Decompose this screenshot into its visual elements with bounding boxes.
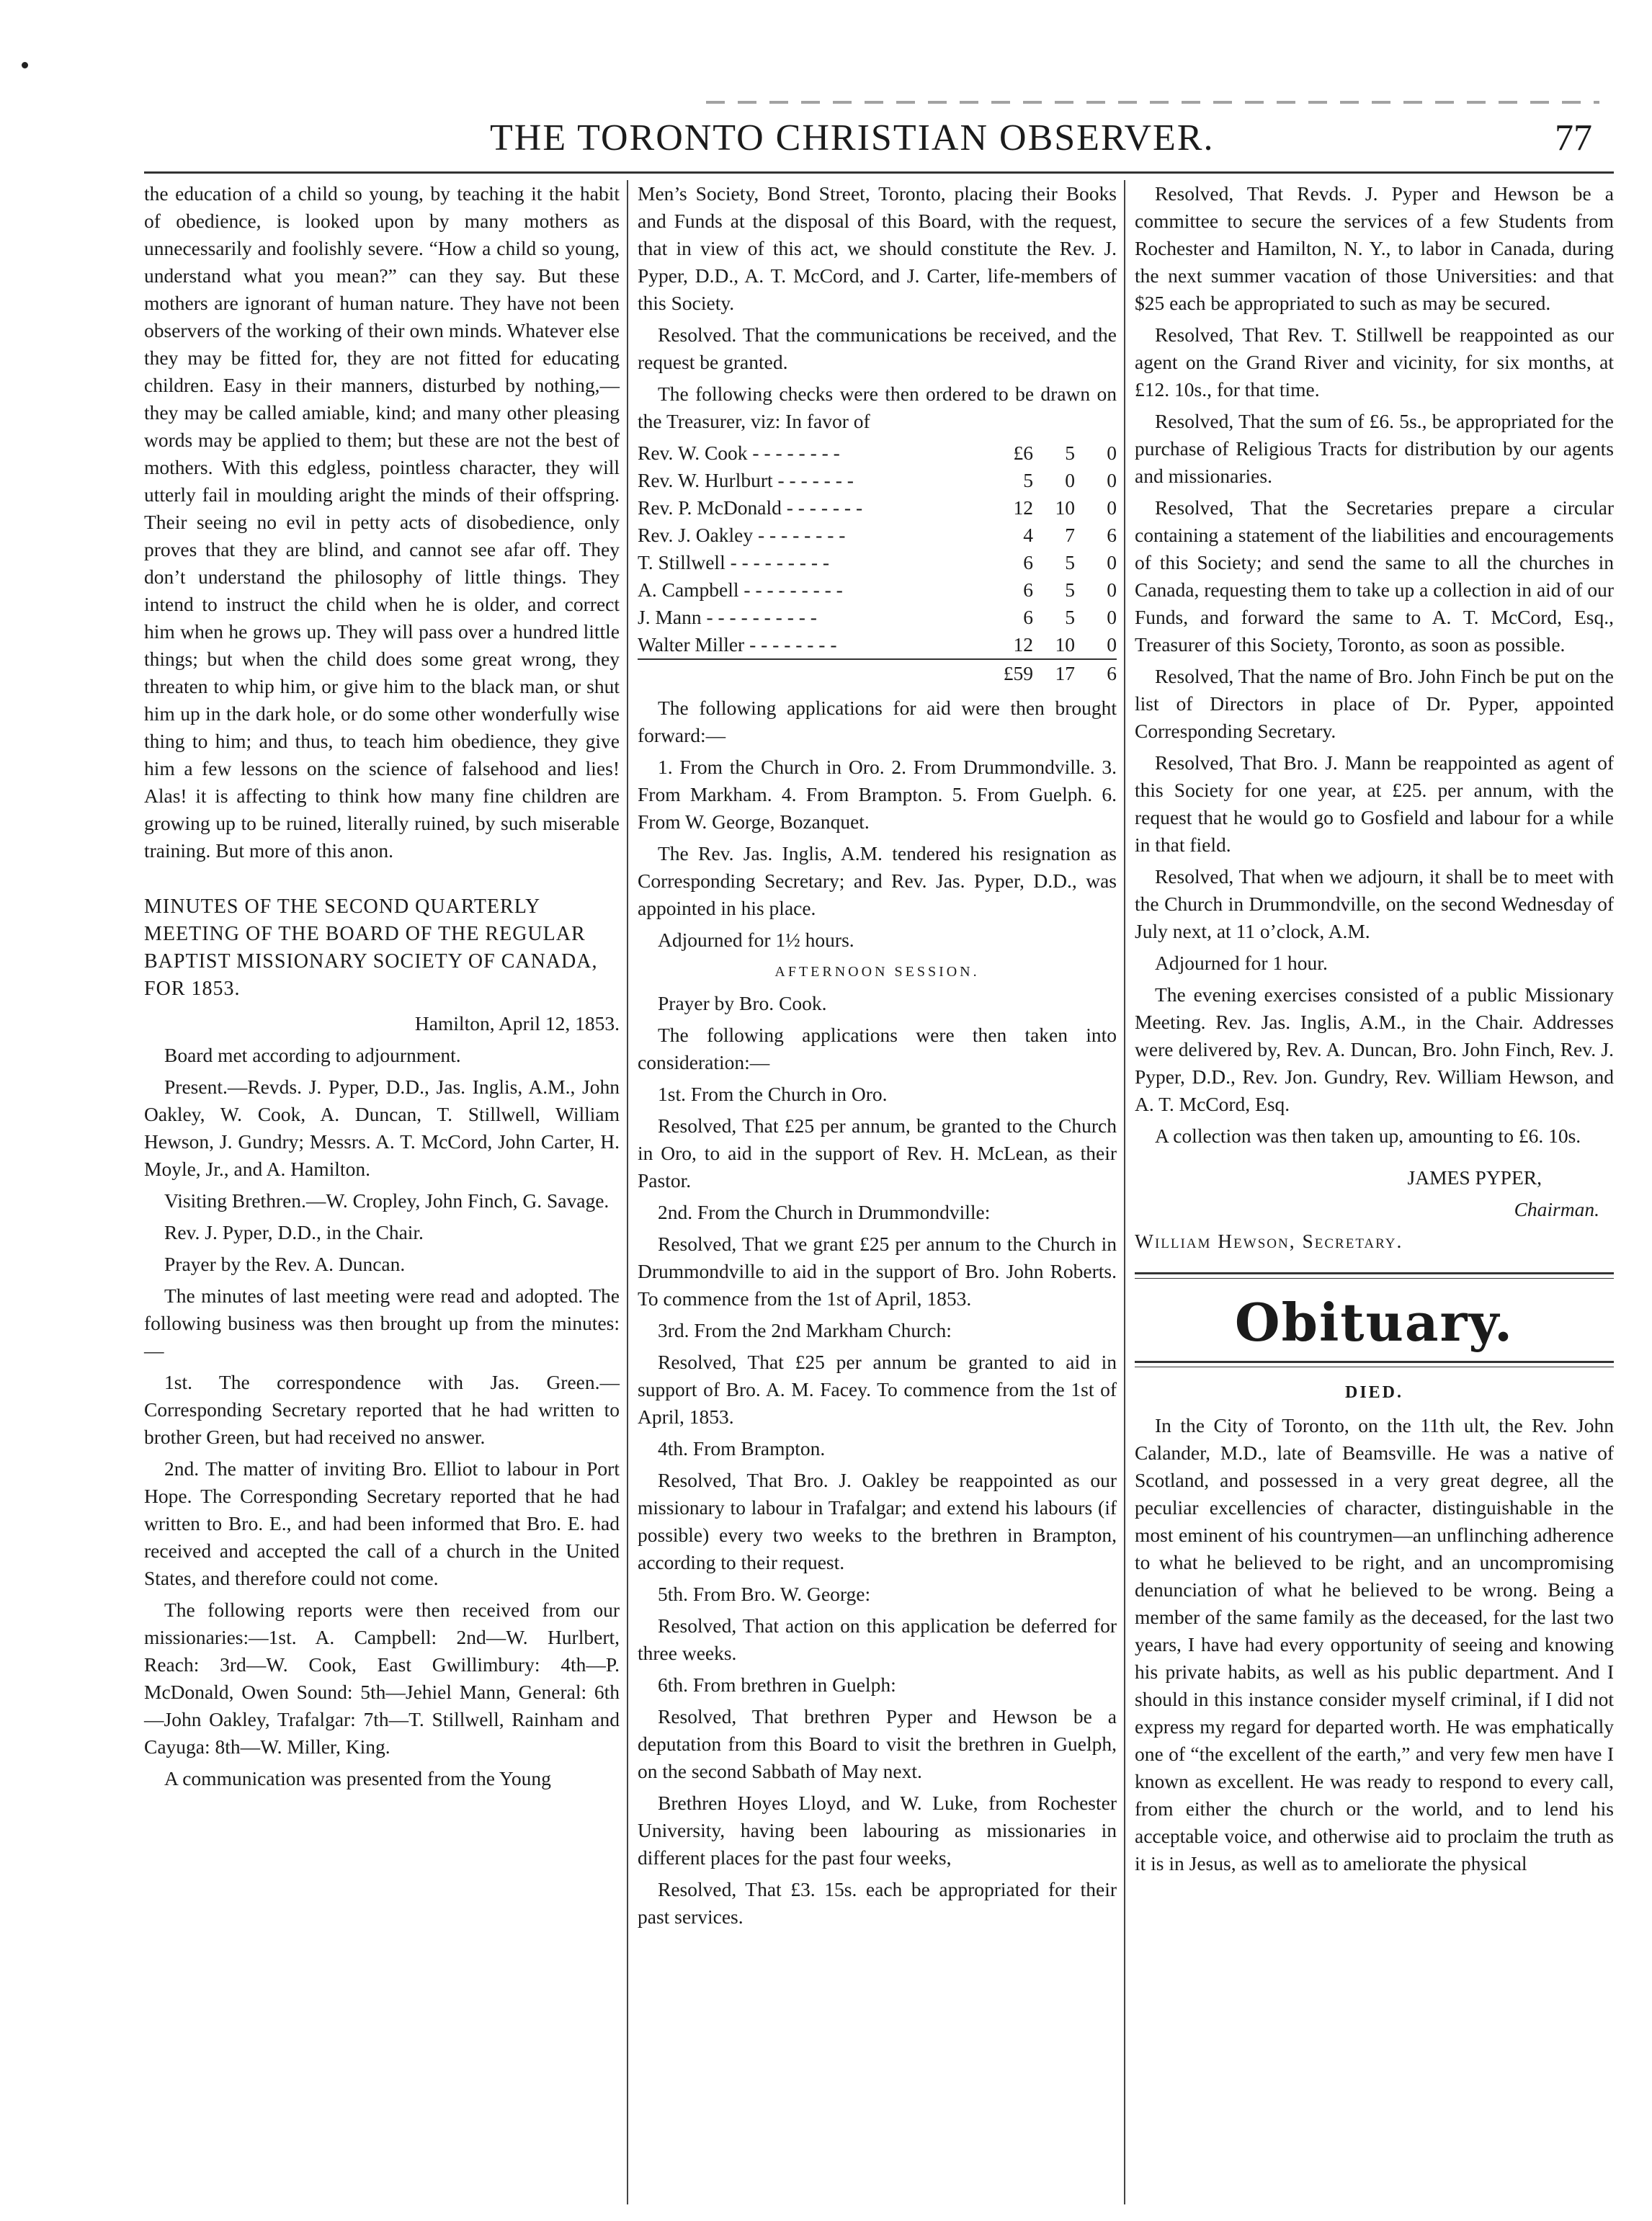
paragraph: 3rd. From the 2nd Markham Church: <box>658 1319 952 1341</box>
ledger-shillings: 5 <box>1065 606 1075 628</box>
paragraph: Resolved, That Revds. J. Pyper and Hewson be a committee to secure the services of a few Students from Rochester and Hamilton, N. Y., to labor in Canada, during the next summer vacation of those Universities: and that $25 each be appropriated to such as may be secured. <box>1135 182 1614 314</box>
ledger-name: Rev. W. Cook - - - - - - - - <box>638 442 840 464</box>
ledger-shillings: 0 <box>1065 469 1075 491</box>
paragraph: Resolved, That action on this application be deferred for three weeks. <box>638 1614 1117 1664</box>
paragraph: Rev. J. Pyper, D.D., in the Chair. <box>164 1221 424 1243</box>
afternoon-session-heading: AFTERNOON SESSION. <box>774 964 980 980</box>
ledger-name: Walter Miller - - - - - - - - <box>638 633 837 656</box>
ledger-row <box>638 494 1117 522</box>
ledger-name: Rev. W. Hurlburt - - - - - - - <box>638 469 854 491</box>
ledger-row <box>638 576 1117 604</box>
newspaper-title: THE TORONTO CHRISTIAN OBSERVER. <box>490 117 1215 158</box>
paragraph: Resolved, That Rev. T. Stillwell be reappointed as our agent on the Grand River and vicinity, for six months, at £12. 10s., for that time. <box>1135 323 1614 401</box>
checks-ledger <box>638 439 1117 687</box>
paragraph: Brethren Hoyes Lloyd, and W. Luke, from Rochester University, having been labouring as missionaries in different places for the past four weeks, <box>638 1792 1117 1869</box>
ledger-pounds: 12 <box>1013 496 1033 519</box>
paragraph: Present.—Revds. J. Pyper, D.D., Jas. Inglis, A.M., John Oakley, W. Cook, A. Duncan, T. Stillwell, William Hewson, J. Gundry; Messrs. A. T. McCord, John Carter, H. Moyle, Jr., and A. Hamilton. <box>144 1076 620 1180</box>
paragraph: Resolved, That when we adjourn, it shall be to meet with the Church in Drummondville, on the second Wednesday of July next, at 11 o’clock, A.M. <box>1135 865 1614 942</box>
ledger-name: T. Stillwell - - - - - - - - - <box>638 551 830 573</box>
paragraph: The following reports were then received from our missionaries:—1st. A. Campbell: 2nd—W. Hurlbert, Reach: 3rd—W. Cook, East Gwillimbury: 4th—P. McDonald, Owen Sound: 5th—Jehiel Mann, General: 6th—John Oakley, Trafalgar: 7th—T. Stillwell, Rainham and Cayuga: 8th—W. Miller, King. <box>144 1599 620 1758</box>
paragraph: The following applications for aid were then brought forward:— <box>638 697 1117 746</box>
ledger-pounds: £6 <box>1013 442 1033 464</box>
paragraph: 1. From the Church in Oro. 2. From Drummondville. 3. From Markham. 4. From Brampton. 5. From Guelph. 6. From W. George, Bozanquet. <box>638 756 1117 833</box>
ledger-row <box>638 439 1117 467</box>
ledger-shillings: 10 <box>1055 496 1075 519</box>
paragraph: 5th. From Bro. W. George: <box>658 1583 871 1605</box>
paragraph: 2nd. The matter of inviting Bro. Elliot to labour in Port Hope. The Corresponding Secretary reported that he had written to Bro. E., and had been informed that Bro. E. had received and accepted the call of a church in the United States, and therefore could not come. <box>144 1457 620 1589</box>
section-separator <box>1135 1361 1614 1367</box>
paragraph: In the City of Toronto, on the 11th ult, the Rev. John Calander, M.D., late of Beamsville. He was a native of Scotland, and possessed in a very great degree, all the peculiar excellencies of character, distinguishable in the most eminent of his countrymen—an unflinching adherence to what he believed to be right, and an uncompromising denunciation of what he believed to be wrong. Being a member of the same family as the deceased, for the last two years, I have had every opportunity of seeing and knowing his private habits, as well as his public department. And I should in this instance consider myself criminal, if I did not express my regard for departed worth. He was emphatically one of “the excellent of the earth,” and very few men have I known as excellent. He was ready to respond to every call, from either the church or the world, and to lend his acceptable voice, and otherwise aid to proclaim the truth as it is in Jesus, as well as to ameliorate the physical <box>1135 1414 1614 1874</box>
dateline: Hamilton, April 12, 1853. <box>414 1012 620 1034</box>
ledger-total-pence: 6 <box>1075 659 1117 687</box>
signature-chairman-title: Chairman. <box>1514 1198 1599 1220</box>
paragraph: Resolved, That brethren Pyper and Hewson be a deputation from this Board to visit the brethren in Guelph, on the second Sabbath of May next. <box>638 1705 1117 1782</box>
paragraph: Resolved, That £25 per annum be granted to aid in support of Bro. A. M. Facey. To commence from the 1st of April, 1853. <box>638 1351 1117 1428</box>
ledger-pence: 0 <box>1107 442 1117 464</box>
ledger-pence: 6 <box>1107 524 1117 546</box>
column-divider-2 <box>1124 180 1125 2204</box>
paragraph: Prayer by the Rev. A. Duncan. <box>164 1253 406 1275</box>
paragraph: A communication was presented from the Young <box>164 1767 551 1789</box>
paragraph: Men’s Society, Bond Street, Toronto, placing their Books and Funds at the disposal of this Board, with the request, that in view of this act, we should constitute the Rev. J. Pyper, D.D., A. T. McCord, and J. Carter, life-members of this Society. <box>638 182 1117 314</box>
ledger-pounds: 6 <box>1023 578 1033 601</box>
column-3 <box>1135 180 1614 1882</box>
ledger-row <box>638 631 1117 659</box>
paragraph: 4th. From Brampton. <box>658 1437 826 1460</box>
paragraph: A collection was then taken up, amounting to £6. 10s. <box>1155 1125 1581 1147</box>
column-divider-1 <box>627 180 628 2204</box>
paragraph: 1st. From the Church in Oro. <box>658 1083 888 1105</box>
paragraph: Resolved, That Bro. J. Mann be reappointed as agent of this Society for one year, at £25. per annum, with the request that he would go to Gosfield and labour for a while in that field. <box>1135 751 1614 856</box>
ledger-name: Rev. P. McDonald - - - - - - - <box>638 496 863 519</box>
ledger-pence: 0 <box>1107 633 1117 656</box>
paragraph: The following applications were then taken into consideration:— <box>638 1024 1117 1073</box>
column-1 <box>144 180 620 1797</box>
paragraph: 2nd. From the Church in Drummondville: <box>658 1201 991 1223</box>
ledger-shillings: 10 <box>1055 633 1075 656</box>
paragraph: The minutes of last meeting were read and adopted. The following business was then brought up from the minutes:— <box>144 1284 620 1362</box>
paragraph: 6th. From brethren in Guelph: <box>658 1673 896 1696</box>
paragraph: 1st. The correspondence with Jas. Green.—Corresponding Secretary reported that he had written to brother Green, but had received no answer. <box>144 1371 620 1448</box>
page-number: 77 <box>1555 117 1592 158</box>
paragraph: The Rev. Jas. Inglis, A.M. tendered his resignation as Corresponding Secretary; and Rev. Jas. Pyper, D.D., was appointed in his place. <box>638 842 1117 919</box>
ledger-pence: 0 <box>1107 496 1117 519</box>
ledger-row <box>638 604 1117 631</box>
paragraph: Resolved, That Bro. J. Oakley be reappointed as our missionary to labour in Trafalgar; and extend his labours (if possible) every two weeks to the brethren in Brampton, according to their request. <box>638 1469 1117 1573</box>
paragraph: Resolved, That we grant £25 per annum to the Church in Drummondville to aid in the support of Bro. John Roberts. To commence from the 1st of April, 1853. <box>638 1233 1117 1310</box>
paragraph: Resolved. That the communications be received, and the request be granted. <box>638 323 1117 373</box>
paragraph: Adjourned for 1½ hours. <box>658 929 854 951</box>
ledger-pence: 0 <box>1107 606 1117 628</box>
ledger-total-shillings: 17 <box>1033 659 1075 687</box>
column-2 <box>638 180 1117 1935</box>
minutes-heading: MINUTES OF THE SECOND QUARTERLY MEETING OF THE BOARD OF THE REGULAR BAPTIST MISSIONARY SOCIETY OF CANADA, FOR 1853. <box>144 895 598 1000</box>
ledger-row <box>638 467 1117 494</box>
ledger-total-spacer <box>638 659 970 687</box>
ledger-total-pounds: £59 <box>970 659 1033 687</box>
ledger-shillings: 5 <box>1065 551 1075 573</box>
ledger-pounds: 5 <box>1023 469 1033 491</box>
ledger-name: A. Campbell - - - - - - - - - <box>638 578 843 601</box>
paragraph: The evening exercises consisted of a public Missionary Meeting. Rev. Jas. Inglis, A.M., in the Chair. Addresses were delivered by, Rev. A. Duncan, Bro. John Finch, Rev. J. Pyper, D.D., Rev. Jon. Gundry, Rev. William Hewson, and A. T. McCord, Esq. <box>1135 983 1614 1115</box>
ledger-total-row <box>638 659 1117 687</box>
paragraph: Resolved, That £3. 15s. each be appropriated for their past services. <box>638 1878 1117 1928</box>
obituary-heading: Obituary. <box>1234 1292 1514 1353</box>
ledger-row <box>638 522 1117 549</box>
ledger-shillings: 5 <box>1065 578 1075 601</box>
paragraph: Resolved, That the Secretaries prepare a circular containing a statement of the liabilities and encouragements of this Society; and send the same to all the churches in Canada, requesting them to take up a collection in aid of our Funds, and forward the same to A. T. McCord, Esq., Treasurer of this Society, Toronto, as soon as possible. <box>1135 496 1614 656</box>
signature-block <box>1135 1164 1614 1255</box>
paragraph: Resolved, That the name of Bro. John Finch be put on the list of Directors in place of Dr. Pyper, appointed Corresponding Secretary. <box>1135 665 1614 742</box>
ledger-pounds: 6 <box>1023 606 1033 628</box>
ledger-pence: 0 <box>1107 551 1117 573</box>
ledger-pounds: 4 <box>1023 524 1033 546</box>
ledger-pounds: 6 <box>1023 551 1033 573</box>
section-separator <box>1135 1272 1614 1279</box>
masthead <box>144 117 1614 169</box>
ledger-shillings: 7 <box>1065 524 1075 546</box>
header-rule <box>144 171 1614 174</box>
ledger-row <box>638 549 1117 576</box>
speck-mark <box>22 62 28 68</box>
ledger-shillings: 5 <box>1065 442 1075 464</box>
top-edge-noise <box>706 101 1599 104</box>
ledger-name: Rev. J. Oakley - - - - - - - - <box>638 524 846 546</box>
ledger-pence: 0 <box>1107 469 1117 491</box>
paragraph: Resolved, That £25 per annum, be granted to the Church in Oro, to aid in the support of Rev. H. McLean, as their Pastor. <box>638 1114 1117 1192</box>
signature-chairman-name: JAMES PYPER, <box>1407 1166 1542 1189</box>
ledger-name: J. Mann - - - - - - - - - - <box>638 606 817 628</box>
paragraph: Resolved, That the sum of £6. 5s., be appropriated for the purchase of Religious Tracts for distribution by our agents and missionaries. <box>1135 410 1614 487</box>
paragraph: The following checks were then ordered to be drawn on the Treasurer, viz: In favor of <box>638 383 1117 432</box>
signature-secretary: William Hewson, Secretary. <box>1135 1230 1403 1252</box>
paragraph: Adjourned for 1 hour. <box>1155 952 1328 974</box>
paragraph: Board met according to adjournment. <box>164 1044 461 1066</box>
paragraph: Visiting Brethren.—W. Cropley, John Finch, G. Savage. <box>164 1189 610 1212</box>
paragraph: Prayer by Bro. Cook. <box>658 992 827 1014</box>
ledger-pounds: 12 <box>1013 633 1033 656</box>
ledger-pence: 0 <box>1107 578 1117 601</box>
died-heading: DIED. <box>1344 1383 1403 1402</box>
paragraph: the education of a child so young, by teaching it the habit of obedience, is looked upon by many mothers as unnecessarily and foolishly severe. “How a child so young, understand what you mean?” can they say. But these mothers are ignorant of human nature. They have not been observers of the working of their own minds. Whatever else they may be fitted for, they are not fitted for educating children. Easy in their manners, disturbed by nothing,—they may be called amiable, kind; and many other pleasing words may be applied to them; but these are not the best of mothers. With this edgless, pointless character, they will utterly fail in moulding aright the minds of their offspring. Their seeing no evil in petty acts of disobedience, only proves that they are blind, and cannot see afar off. They don’t understand the philosophy of little things. They intend to instruct the child when he is older, and correct him when he grows up. They will pass over a hundred little things; but when the child does some great wrong, they threaten to whip him, or give him to the black man, or shut him up in the dark hole, or do some other wonderfully wise thing to him; and thus, to teach him obedience, they give him a few lessons on the science of falsehood and lies! Alas! it is affecting to think how many fine children are growing up to be ruined, literally ruined, by such miserable training. But more of this anon. <box>144 182 620 862</box>
